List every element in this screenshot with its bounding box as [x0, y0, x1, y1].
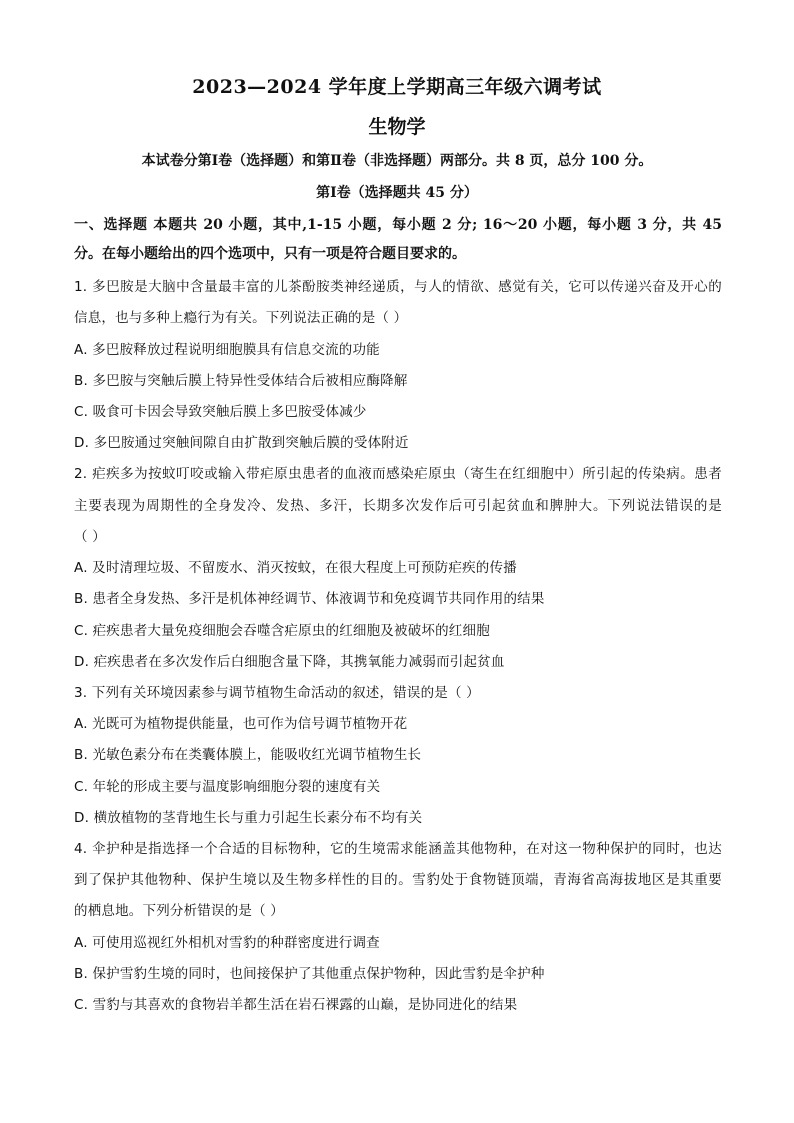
question-3-option-a: A. 光既可为植物提供能量，也可作为信号调节植物开花 — [74, 716, 408, 732]
question-2-stem-line-1: 2. 疟疾多为按蚊叮咬或输入带疟原虫患者的血液而感染疟原虫（寄生在红细胞中）所引起的传染病。患者 — [74, 466, 722, 482]
section-instruction-line-1: 一、选择题 本题共 20 小题，其中,1-15 小题，每小题 2 分; 16～20 小题，每小题 3 分，共 45 — [74, 217, 722, 233]
part-title: 第Ⅰ卷（选择题共 45 分） — [316, 185, 478, 201]
question-1-option-d: D. 多巴胺通过突触间隙自由扩散到突触后膜的受体附近 — [74, 435, 409, 451]
question-4-stem-line-1: 4. 伞护种是指选择一个合适的目标物种，它的生境需求能涵盖其他物种，在对这一物种保护的同时，也达 — [74, 841, 722, 857]
question-4-option-b: B. 保护雪豹生境的同时，也间接保护了其他重点保护物种，因此雪豹是伞护种 — [74, 966, 545, 982]
question-2-stem-line-3: （ ） — [74, 529, 106, 545]
question-2-option-d: D. 疟疾患者在多次发作后白细胞含量下降，其携氧能力减弱而引起贫血 — [74, 654, 505, 670]
question-1-stem-line-1: 1. 多巴胺是大脑中含量最丰富的儿茶酚胺类神经递质，与人的情欲、感觉有关，它可以传递兴奋及开心的 — [74, 279, 722, 295]
exam-intro: 本试卷分第Ⅰ卷（选择题）和第Ⅱ卷（非选择题）两部分。共 8 页，总分 100 分。 — [141, 153, 653, 169]
question-3-option-c: C. 年轮的形成主要与温度影响细胞分裂的速度有关 — [74, 779, 381, 795]
question-2-option-b: B. 患者全身发热、多汗是机体神经调节、体液调节和免疫调节共同作用的结果 — [74, 591, 545, 607]
question-3-option-b: B. 光敏色素分布在类囊体膜上，能吸收红光调节植物生长 — [74, 747, 422, 763]
question-3-option-d: D. 横放植物的茎背地生长与重力引起生长素分布不均有关 — [74, 810, 423, 826]
question-2-stem-line-2: 主要表现为周期性的全身发冷、发热、多汗，长期多次发作后可引起贫血和脾肿大。下列说法错误的是 — [74, 498, 722, 514]
question-1-option-c: C. 吸食可卡因会导致突触后膜上多巴胺受体减少 — [74, 404, 367, 420]
question-1-stem-line-2: 信息，也与多种上瘾行为有关。下列说法正确的是（ ） — [74, 310, 408, 326]
subject-title: 生物学 — [368, 116, 426, 138]
question-4-stem-line-2: 到了保护其他物种、保护生境以及生物多样性的目的。雪豹处于食物链顶端，青海省高海拔地区是其重要 — [74, 872, 722, 888]
exam-title: 2023—2024 学年度上学期高三年级六调考试 — [192, 76, 602, 98]
question-2-option-c: C. 疟疾患者大量免疫细胞会吞噬含疟原虫的红细胞及被破坏的红细胞 — [74, 623, 490, 639]
question-4-option-c: C. 雪豹与其喜欢的食物岩羊都生活在岩石裸露的山巅，是协同进化的结果 — [74, 997, 518, 1013]
question-1-option-b: B. 多巴胺与突触后膜上特异性受体结合后被相应酶降解 — [74, 373, 408, 389]
question-4-stem-line-3: 的栖息地。下列分析错误的是（ ） — [74, 903, 284, 919]
question-3-stem-line-1: 3. 下列有关环境因素参与调节植物生命活动的叙述，错误的是（ ） — [74, 685, 480, 701]
question-1-option-a: A. 多巴胺释放过程说明细胞膜具有信息交流的功能 — [74, 342, 380, 358]
question-4-option-a: A. 可使用巡视红外相机对雪豹的种群密度进行调查 — [74, 935, 380, 951]
section-instruction-line-2: 分。在每小题给出的四个选项中，只有一项是符合题目要求的。 — [74, 246, 466, 262]
question-2-option-a: A. 及时清理垃圾、不留废水、消灭按蚊，在很大程度上可预防疟疾的传播 — [74, 560, 517, 576]
